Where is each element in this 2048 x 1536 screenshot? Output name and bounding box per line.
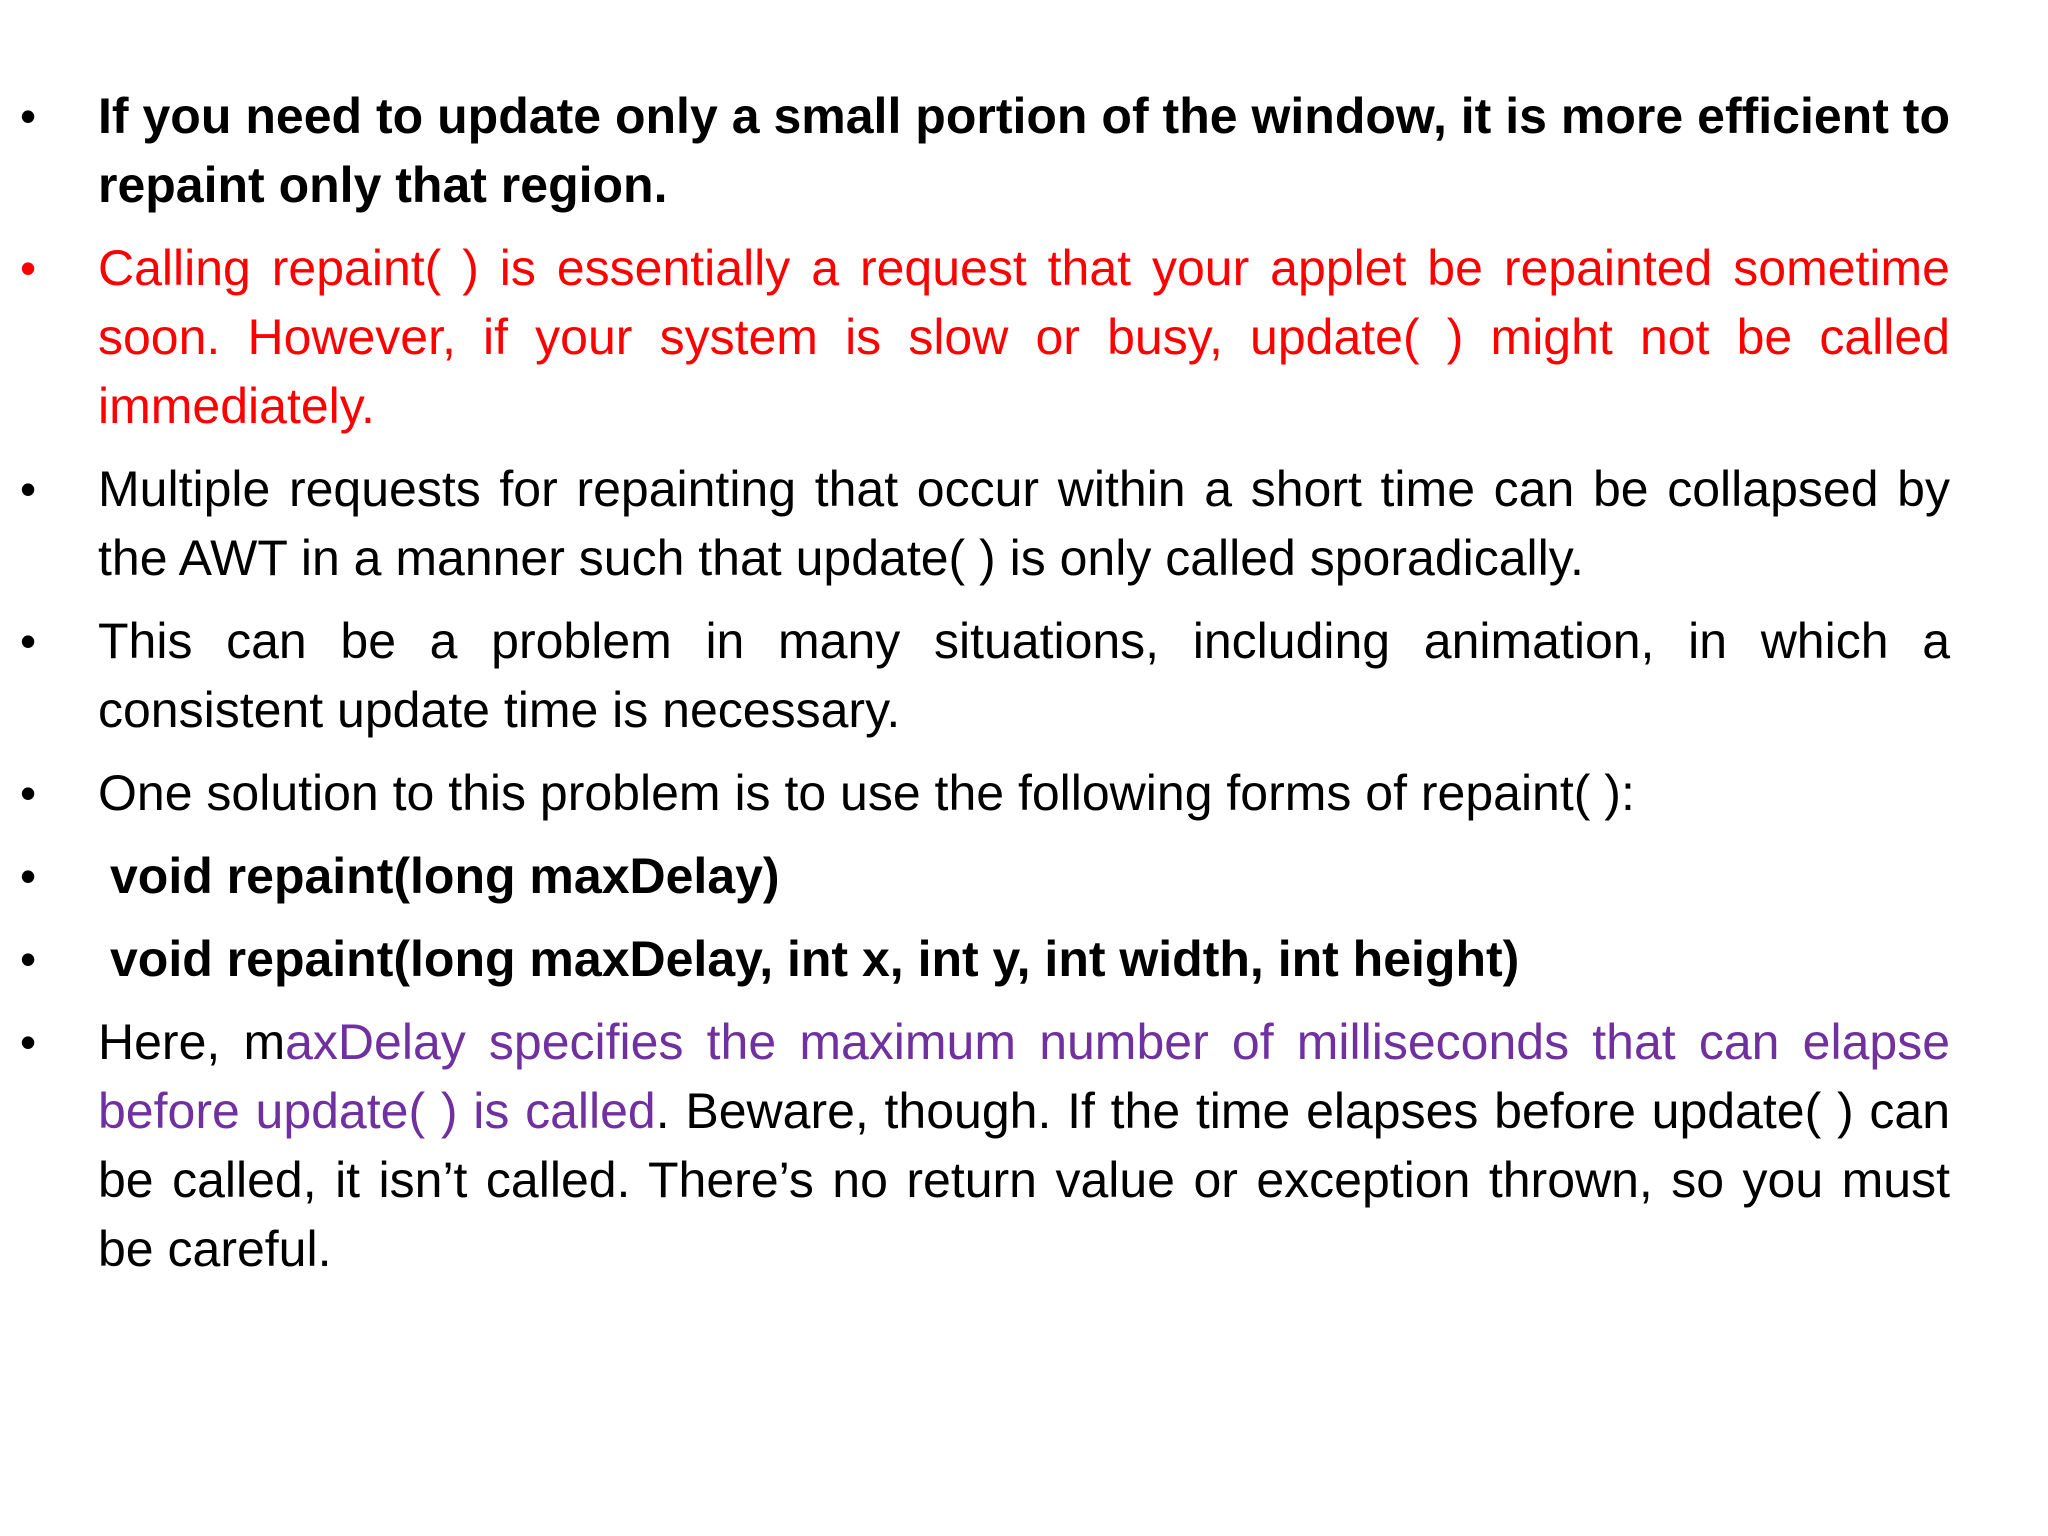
text-segment: . Beware, though. If the time elapses before update( ) can be called, it isn’t called. There’s no return value or exception thrown, so you must be careful.	[98, 1083, 1950, 1277]
bullet-text: Multiple requests for repainting that occur within a short time can be collapsed by the AWT in a manner such that update( ) is only called sporadically.	[98, 461, 1950, 586]
list-item	[20, 925, 1950, 994]
bullet-icon: •	[20, 615, 37, 667]
text-segment: Here, m	[98, 1014, 286, 1070]
code-signature: void repaint(long maxDelay, int x, int y, int width, int height)	[110, 931, 1520, 987]
highlighted-text: axDelay specifies the maximum number of milliseconds that can elapse before update( ) is called	[98, 1014, 1950, 1139]
bullet-icon: •	[20, 767, 37, 819]
list-item	[20, 234, 1950, 441]
list-item	[20, 607, 1950, 745]
bullet-icon: •	[20, 90, 37, 142]
code-signature: void repaint(long maxDelay)	[110, 848, 780, 904]
bullet-icon: •	[20, 463, 37, 515]
bullet-icon: •	[20, 242, 37, 294]
list-item	[20, 82, 1950, 220]
list-item	[20, 842, 1950, 911]
bullet-icon: •	[20, 850, 37, 902]
bullet-icon: •	[20, 1016, 37, 1068]
list-item	[20, 1008, 1950, 1284]
bullet-text	[98, 1008, 1950, 1284]
bullet-text: One solution to this problem is to use the following forms of repaint( ):	[98, 765, 1635, 821]
bullet-list	[20, 82, 1950, 1298]
list-item	[20, 759, 1950, 828]
bullet-text: This can be a problem in many situations, including animation, in which a consistent update time is necessary.	[98, 613, 1950, 738]
bullet-icon: •	[20, 933, 37, 985]
bullet-text: Calling repaint( ) is essentially a request that your applet be repainted sometime soon. However, if your system is slow or busy, update( ) might not be called immediately.	[98, 240, 1950, 434]
bullet-text: If you need to update only a small portion of the window, it is more efficient to repaint only that region.	[98, 88, 1950, 213]
list-item	[20, 455, 1950, 593]
